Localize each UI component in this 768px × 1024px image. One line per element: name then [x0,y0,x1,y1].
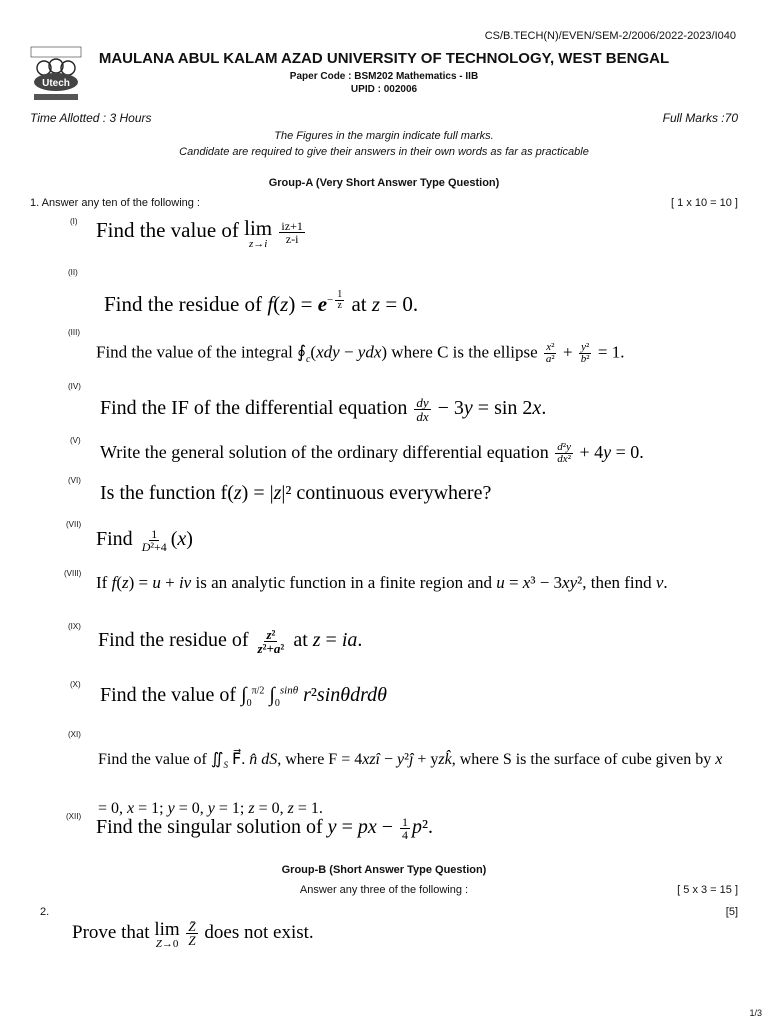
numeral-11: (XI) [68,730,81,739]
numeral-6: (VI) [68,476,81,485]
numeral-12: (XII) [66,812,82,821]
question-7: Find $\frac{1}{\text{D²+4}}$ (x) [96,527,193,554]
question-12: Find the singular solution of y = px − $\frac{1}{4}$ p². [96,815,434,842]
question-10: Find the value of $\int_0^{\pi/2}$ $\int_0^{sin\theta}$ r²sinθdrdθ [100,684,387,709]
note-candidate: Candidate are required to give their answers in their own words as far as practicable [179,146,589,158]
question-6: Is the function f(z) = |z|² continuous everywhere? [100,482,492,504]
group-b-title: Group-B (Short Answer Type Question) [281,864,487,876]
numeral-5: (V) [70,436,81,445]
upid: UPID : 002006 [350,84,418,95]
logo-text: Utech [42,78,70,89]
numeral-3: (III) [68,328,80,337]
group-a-marks: [ 1 x 10 = 10 ] [671,197,738,209]
numeral-10: (X) [70,680,81,689]
question-4: Find the IF of the differential equation $\frac{dy}{dx}$ − 3y = sin 2x. [100,395,547,424]
university-name: MAULANA ABUL KALAM AZAD UNIVERSITY OF TECHNOLOGY, WEST BENGAL [98,50,670,67]
note-margin: The Figures in the margin indicate full marks. [274,130,494,142]
group-b-marks: [ 5 x 3 = 15 ] [677,884,738,896]
question-3: Find the value of the integral $∮_c(xdy - ydx)$ where C is the ellipse $\frac{\text{x²}}{\text{a²}}$ + $\frac{\text{y²}}{\text{b²}}$ = 1. [96,341,625,365]
group-a-title: Group-A (Very Short Answer Type Question) [268,177,500,189]
paper-code: Paper Code : BSM202 Mathematics - IIB [289,71,479,82]
question-5: Write the general solution of the ordinary differential equation $\frac{\text{d²y}}{\text{dx²}}$ + 4y = 0. [100,441,644,466]
question-9: Find the residue of $\frac{\text{z²}}{\text{z²+a²}}$ at z = ia. [98,627,363,656]
question-2-marks: [5] [725,906,738,918]
group-a-instruction: 1. Answer any ten of the following : [30,197,200,209]
question-8: If f(z) = u + iv is an analytic function in a finite region and u = x³ − 3xy², then find v. [96,573,668,592]
numeral-2: (II) [68,268,78,277]
question-2-number: 2. [40,906,50,918]
full-marks: Full Marks :70 [662,111,738,125]
numeral-1: (I) [70,217,78,226]
paper-code-line: CS/B.TECH(N)/EVEN/SEM-2/2006/2022-2023/I040 [484,30,736,42]
question-2: Find the residue of $f(z) = e^{- \frac{1}{z}}$ at z = 0. [104,289,419,317]
numeral-4: (IV) [68,382,81,391]
numeral-7: (VII) [66,520,82,529]
group-b-instruction: Answer any three of the following : [299,884,469,896]
time-allotted: Time Allotted : 3 Hours [30,111,152,125]
numeral-8: (VIII) [64,569,82,578]
numeral-9: (IX) [68,622,81,631]
page-number: 1/3 [749,1008,762,1018]
question-1: Find the value of lim z→i $\frac{iz+1}{z-i}$ [96,216,303,250]
group-b-question-2: Prove that lim Z→0 $\frac{Z̄}{Z}$ does not exist. [72,919,314,950]
question-11: Find the value of $∬_S$ F⃗. n̂ dS, where F = 4xzî − y²ĵ + yzk̂, where S is the surface of cube given by x = 0, x = 1; y = 0, y = 1; z = 0, z = 1. [98,751,723,818]
